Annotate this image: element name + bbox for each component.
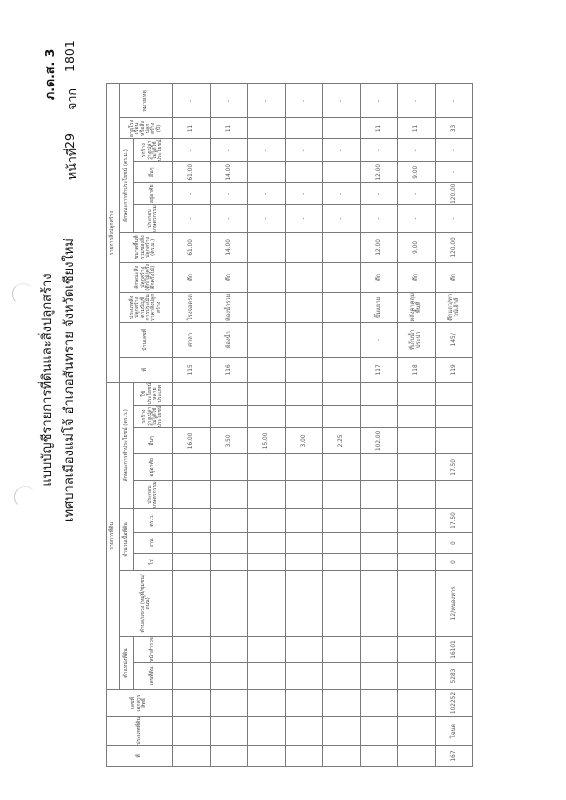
col-header-land-type: ประเภทที่ดิน: [107, 717, 173, 746]
table-row: [173, 84, 211, 767]
cell-wa: [360, 509, 398, 533]
cell-no: [323, 746, 361, 767]
cell-nature: [285, 262, 323, 292]
cell-bagri: -: [398, 205, 436, 233]
cell-land-type: [285, 717, 323, 746]
cell-wa: [173, 509, 211, 533]
cell-bres: -: [398, 183, 436, 205]
col-header-house-no: บ้านเลขที่: [120, 322, 173, 357]
cell-agri: [285, 481, 323, 509]
cell-age: [248, 118, 286, 139]
cell-mixed: [248, 382, 286, 405]
cell-land-no: [210, 690, 248, 717]
cell-house-no: ที่เก็บน้ำประปา: [398, 322, 436, 357]
cell-house-no: 145/: [435, 322, 473, 357]
cell-wa: [210, 509, 248, 533]
cell-district: [285, 571, 323, 637]
cell-land-no: [398, 690, 436, 717]
cell-agri: [398, 481, 436, 509]
cell-land-no: [173, 690, 211, 717]
cell-rai: 0: [435, 554, 473, 571]
of-label: จาก: [64, 88, 79, 110]
cell-bres: 120.00: [435, 183, 473, 205]
cell-bagri: -: [173, 205, 211, 233]
cell-front-page: [173, 637, 211, 663]
cell-vacant: [323, 405, 361, 428]
cell-barea: [323, 232, 361, 262]
col-header-agri: ประกอบเกษตรกรรม: [134, 481, 173, 509]
document-title: แบบบัญชีรายการที่ดินและสิ่งปลูกสร้าง: [40, 273, 55, 487]
cell-bvac: -: [435, 139, 473, 162]
col-header-b-other: อื่นๆ: [134, 162, 173, 183]
cell-mixed: [210, 382, 248, 405]
cell-front-page: [285, 637, 323, 663]
cell-district: [323, 571, 361, 637]
form-code: ภ.ด.ส. 3: [42, 48, 57, 100]
cell-age: [323, 118, 361, 139]
cell-land-type: [173, 717, 211, 746]
cell-barea: 14.00: [210, 232, 248, 262]
cell-age: 11: [360, 118, 398, 139]
col-header-no: ที่: [107, 746, 173, 767]
cell-mixed: [323, 382, 361, 405]
cell-nature: ตึก: [210, 262, 248, 292]
cell-survey-no: [360, 663, 398, 690]
cell-b-no: 117: [360, 357, 398, 382]
cell-survey-no: [285, 663, 323, 690]
col-header-land-use: ลักษณะการทำประโยชน์ (ตร.ว.): [120, 382, 134, 508]
cell-ngan: 0: [435, 533, 473, 554]
cell-survey-no: [210, 663, 248, 690]
cell-age: 33: [435, 118, 473, 139]
cell-ngan: [398, 533, 436, 554]
cell-vacant: [435, 405, 473, 428]
cell-rai: [173, 554, 211, 571]
cell-house-no: ศาลา: [173, 322, 211, 357]
cell-agri: [173, 481, 211, 509]
cell-wa: [285, 509, 323, 533]
cell-other: 102.00: [360, 428, 398, 454]
cell-land-no: [248, 690, 286, 717]
cell-remark: -: [323, 84, 361, 118]
cell-barea: [248, 232, 286, 262]
cell-nature: ตึก: [435, 262, 473, 292]
cell-residence: [173, 454, 211, 481]
cell-nature: ตึก: [360, 262, 398, 292]
table-row: [435, 84, 473, 767]
cell-building-type: [323, 292, 361, 322]
cell-wa: [248, 509, 286, 533]
cell-mixed: [435, 382, 473, 405]
cell-district: [398, 571, 436, 637]
cell-land-no: [323, 690, 361, 717]
cell-bvac: -: [323, 139, 361, 162]
cell-bother: 14.00: [210, 162, 248, 183]
page-number: 29: [62, 133, 77, 149]
cell-wa: [323, 509, 361, 533]
cell-no: [360, 746, 398, 767]
cell-no: [248, 746, 286, 767]
cell-bagri: -: [435, 205, 473, 233]
cell-b-no: 115: [173, 357, 211, 382]
cell-bvac: -: [248, 139, 286, 162]
col-header-wa: ตร.ว.: [134, 509, 173, 533]
cell-land-type: โฉนด: [435, 717, 473, 746]
cell-bres: -: [323, 183, 361, 205]
cell-survey-no: [398, 663, 436, 690]
cell-land-no: 102252: [435, 690, 473, 717]
cell-no: [210, 746, 248, 767]
cell-residence: [248, 454, 286, 481]
cell-district: 12/หนองหาร: [435, 571, 473, 637]
cell-agri: [360, 481, 398, 509]
cell-vacant: [210, 405, 248, 428]
col-header-front-page: หน้าสำรวจ: [134, 637, 173, 663]
cell-nature: ตึก: [398, 262, 436, 292]
table-row: [398, 84, 436, 767]
col-header-land-no: เลขที่เอกสารสิทธิ์: [107, 690, 173, 717]
cell-rai: [323, 554, 361, 571]
cell-nature: ตึก: [173, 262, 211, 292]
cell-building-type: [248, 292, 286, 322]
cell-bagri: -: [210, 205, 248, 233]
cell-house-no: [285, 322, 323, 357]
cell-b-no: 119: [435, 357, 473, 382]
cell-bres: -: [210, 183, 248, 205]
col-header-building-section: รายการสิ่งปลูกสร้าง: [107, 84, 120, 382]
cell-building-type: ห้องน้ำรวม: [210, 292, 248, 322]
cell-survey-no: [173, 663, 211, 690]
cell-agri: [248, 481, 286, 509]
cell-land-type: [360, 717, 398, 746]
cell-remark: -: [285, 84, 323, 118]
cell-other: 2.25: [323, 428, 361, 454]
cell-land-no: [360, 690, 398, 717]
cell-bother: [248, 162, 286, 183]
cell-residence: [398, 454, 436, 481]
cell-building-type: ปั๊มแยาม: [360, 292, 398, 322]
cell-front-page: [398, 637, 436, 663]
cell-no: 167: [435, 746, 473, 767]
cell-bother: 12.00: [360, 162, 398, 183]
table-row: [210, 84, 248, 767]
cell-barea: [285, 232, 323, 262]
cell-barea: 12.00: [360, 232, 398, 262]
cell-land-type: [398, 717, 436, 746]
col-header-area: จำนวนเนื้อที่ดิน: [120, 509, 134, 571]
cell-agri: [323, 481, 361, 509]
col-header-survey-no: เลขที่ดิน: [134, 663, 173, 690]
cell-residence: 17.50: [435, 454, 473, 481]
cell-bother: 61.00: [173, 162, 211, 183]
col-header-b-agri: ประกอบเกษตรกรรม: [134, 205, 173, 233]
col-header-residence: อยู่อาศัย: [134, 454, 173, 481]
page-number-label: หน้าที่: [64, 147, 79, 180]
cell-age: [285, 118, 323, 139]
col-header-b-residence: อยู่อาศัย: [134, 183, 173, 205]
cell-b-no: [248, 357, 286, 382]
cell-residence: [285, 454, 323, 481]
cell-front-page: [323, 637, 361, 663]
cell-vacant: [173, 405, 211, 428]
cell-survey-no: 5283: [435, 663, 473, 690]
cell-nature: [323, 262, 361, 292]
cell-other: 15.00: [248, 428, 286, 454]
col-header-building-no: ที่: [120, 357, 173, 382]
col-header-other: อื่นๆ: [134, 428, 173, 454]
col-header-district: ตำบล/แขวง (หมู่ที่/ชุมชน/ถนน): [120, 571, 173, 637]
cell-district: [248, 571, 286, 637]
cell-land-no: [285, 690, 323, 717]
cell-other: 3.00: [285, 428, 323, 454]
cell-ngan: [210, 533, 248, 554]
col-header-rai: ไร่: [134, 554, 173, 571]
total-pages: 1801: [62, 40, 77, 72]
cell-front-page: [210, 637, 248, 663]
cell-remark: -: [173, 84, 211, 118]
col-header-building-area: ขนาดพื้นที่รวมของสิ่งปลูกสร้าง (ตร.ม.): [120, 232, 173, 262]
col-header-vacant: รกร้างว่างเปล่า ไม่ได้ใช้ประโยชน์: [134, 405, 173, 428]
cell-remark: -: [435, 84, 473, 118]
cell-bres: -: [248, 183, 286, 205]
cell-district: [360, 571, 398, 637]
col-header-age: อายุโรงเรือนหรือสิ่งปลูกสร้าง (ปี): [120, 118, 173, 139]
cell-vacant: [360, 405, 398, 428]
cell-ngan: [248, 533, 286, 554]
cell-agri: [435, 481, 473, 509]
cell-age: 11: [173, 118, 211, 139]
cell-b-no: 116: [210, 357, 248, 382]
table-row: [360, 84, 398, 767]
cell-other: 3.50: [210, 428, 248, 454]
cell-b-no: [285, 357, 323, 382]
cell-barea: 120.00: [435, 232, 473, 262]
cell-ngan: [285, 533, 323, 554]
cell-land-type: [248, 717, 286, 746]
cell-remark: -: [360, 84, 398, 118]
col-header-b-vacant: รกร้างว่างเปล่า ไม่ได้ใช้ประโยชน์: [134, 139, 173, 162]
cell-district: [210, 571, 248, 637]
cell-survey-no: [248, 663, 286, 690]
cell-no: [173, 746, 211, 767]
cell-land-type: [323, 717, 361, 746]
cell-remark: -: [398, 84, 436, 118]
cell-bvac: -: [398, 139, 436, 162]
cell-residence: [360, 454, 398, 481]
cell-bother: [285, 162, 323, 183]
cell-mixed: [285, 382, 323, 405]
cell-rai: [248, 554, 286, 571]
cell-vacant: [398, 405, 436, 428]
cell-ngan: [173, 533, 211, 554]
cell-bvac: -: [360, 139, 398, 162]
cell-rai: [398, 554, 436, 571]
cell-residence: [210, 454, 248, 481]
cell-mixed: [398, 382, 436, 405]
cell-bres: -: [360, 183, 398, 205]
cell-house-no: [248, 322, 286, 357]
col-header-ngan: งาน: [134, 533, 173, 554]
cell-bother: 9.00: [398, 162, 436, 183]
table-row: [248, 84, 286, 767]
cell-wa: [398, 509, 436, 533]
cell-mixed: [173, 382, 211, 405]
cell-bres: -: [285, 183, 323, 205]
cell-building-type: โรงจอดรถ: [173, 292, 211, 322]
cell-house-no: [323, 322, 361, 357]
cell-other: [435, 428, 473, 454]
cell-nature: [248, 262, 286, 292]
cell-bvac: -: [210, 139, 248, 162]
cell-front-page: [360, 637, 398, 663]
table-row: [323, 84, 361, 767]
cell-ngan: [323, 533, 361, 554]
cell-other: 16.00: [173, 428, 211, 454]
cell-survey-no: [323, 663, 361, 690]
col-header-remark: หมายเหตุ: [120, 84, 173, 118]
cell-bother: [323, 162, 361, 183]
cell-vacant: [285, 405, 323, 428]
land-register-table: [106, 83, 473, 767]
cell-barea: 9.00: [398, 232, 436, 262]
cell-front-page: 16101: [435, 637, 473, 663]
cell-land-type: [210, 717, 248, 746]
col-header-building-use: ลักษณะการทำประโยชน์ (ตร.ม.): [120, 139, 134, 232]
cell-b-no: 118: [398, 357, 436, 382]
cell-mixed: [360, 382, 398, 405]
cell-bvac: -: [173, 139, 211, 162]
cell-bagri: -: [323, 205, 361, 233]
cell-bagri: -: [248, 205, 286, 233]
cell-vacant: [248, 405, 286, 428]
cell-rai: [285, 554, 323, 571]
cell-b-no: [323, 357, 361, 382]
col-header-location: ตำแหน่งที่ดิน: [120, 637, 134, 690]
cell-remark: -: [248, 84, 286, 118]
col-header-mixed: ใช้ประโยชน์หลายประเภท: [134, 382, 173, 405]
cell-bres: -: [173, 183, 211, 205]
cell-agri: [210, 481, 248, 509]
cell-residence: [323, 454, 361, 481]
cell-age: 11: [398, 118, 436, 139]
cell-rai: [360, 554, 398, 571]
cell-other: [398, 428, 436, 454]
cell-bagri: -: [285, 205, 323, 233]
cell-bagri: -: [360, 205, 398, 233]
cell-front-page: [248, 637, 286, 663]
cell-district: [173, 571, 211, 637]
cell-bother: -: [435, 162, 473, 183]
cell-no: [285, 746, 323, 767]
cell-building-type: หลังคาคลุมพื้นที่: [398, 292, 436, 322]
cell-house-no: ห้องน้ำ: [210, 322, 248, 357]
table-row: [285, 84, 323, 767]
cell-bvac: -: [285, 139, 323, 162]
col-header-land-section: รายการที่ดิน: [107, 382, 120, 689]
col-header-building-nature: ลักษณะสิ่งปลูกสร้าง (ตึก/ไม้/ครึ่งตึกครึ่งไม้): [120, 262, 173, 292]
cell-no: [398, 746, 436, 767]
cell-rai: [210, 554, 248, 571]
document-subtitle: เทศบาลเมืองแม่โจ้ อำเภอสันทราย จังหวัดเชียงใหม่: [62, 238, 77, 522]
cell-wa: 17.50: [435, 509, 473, 533]
cell-building-type: ตึกแถว/ทาวน์เฮ้าส์: [435, 292, 473, 322]
cell-ngan: [360, 533, 398, 554]
cell-house-no: -: [360, 322, 398, 357]
col-header-building-type: ประเภทสิ่งปลูกสร้างตามบัญชีการประเมินราคาสิ่งปลูกสร้าง: [120, 292, 173, 322]
cell-age: 11: [210, 118, 248, 139]
cell-barea: 61.00: [173, 232, 211, 262]
cell-remark: -: [210, 84, 248, 118]
cell-building-type: [285, 292, 323, 322]
